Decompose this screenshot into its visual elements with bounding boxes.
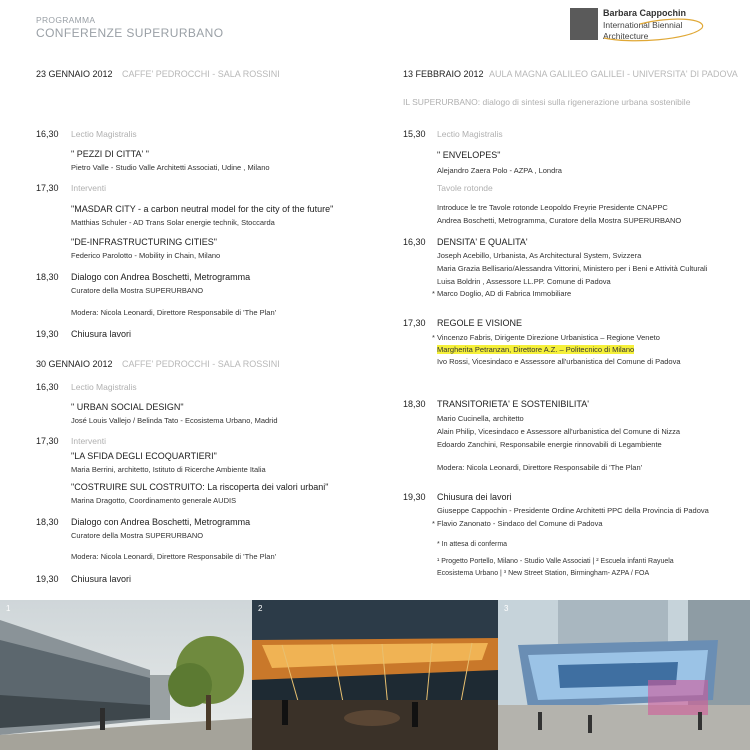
programma-label: PROGRAMMA [36, 15, 96, 25]
day3-panel-title-3: TRANSITORIETA' E SOSTENIBILITA' [437, 399, 589, 409]
day3-category-1: Lectio Magistralis [437, 129, 503, 139]
day1-time-2: 17,30 [36, 183, 59, 193]
day3-time-5: 19,30 [403, 492, 426, 502]
day2-dialogue-title: Dialogo con Andrea Boschetti, Metrogramma [71, 517, 251, 527]
day2-talk-speaker-1: José Louis Vallejo / Belinda Tato - Ecosistema Urbano, Madrid [71, 416, 278, 425]
logo-swirl-icon [600, 10, 710, 46]
day3-panel1-speaker-3: Luisa Boldrin , Assessore LL.PP. Comune di Padova [437, 277, 611, 286]
day3-time-3: 17,30 [403, 318, 426, 328]
station-photo-image [498, 600, 750, 750]
day2-talk-speaker-2: Maria Berrini, architetto, Istituto di Ricerche Ambiente Italia [71, 465, 266, 474]
day3-panel1-speaker-1: Joseph Acebillo, Urbanista, As Architectural System, Svizzera [437, 251, 642, 260]
photo-2 [252, 600, 498, 750]
day1-time-4: 19,30 [36, 329, 59, 339]
page-title: CONFERENZE SUPERURBANO [36, 26, 224, 40]
day1-talk-speaker-1: Pietro Valle - Studio Valle Architetti Associati, Udine , Milano [71, 163, 270, 172]
day3-panel2-speaker-2: Margherita Petranzan, Direttore A.Z. – Politecnico di Milano [437, 345, 635, 354]
day2-talk-speaker-3: Marina Dragotto, Coordinamento generale AUDIS [71, 496, 237, 505]
photo-number-1: 1 [6, 604, 11, 613]
photo-number-2: 2 [258, 604, 263, 613]
day3-talk-speaker-1: Alejandro Zaera Polo - AZPA , Londra [437, 166, 562, 175]
day1-talk-title-2: "MASDAR CITY - a carbon neutral model for the city of the future" [71, 204, 334, 214]
logo-line-1: Barbara Cappochin [603, 8, 687, 18]
day3-panel-title-1: DENSITA' E QUALITA' [437, 237, 528, 247]
day2-closing: Chiusura lavori [71, 574, 132, 584]
building-photo-image [0, 600, 252, 750]
day3-roundtable-intro: Introduce le tre Tavole rotonde Leopoldo Freyrie Presidente CNAPPC [437, 203, 668, 212]
photo-credits-line-2: Ecosistema Urbano | ³ New Street Station, Birmingham- AZPA / FOA [437, 570, 650, 577]
day1-category-1: Lectio Magistralis [71, 129, 137, 139]
day3-time-4: 18,30 [403, 399, 426, 409]
day3-talk-title-1: " ENVELOPES" [437, 150, 501, 160]
day2-time-2: 17,30 [36, 436, 59, 446]
day2-time-4: 19,30 [36, 574, 59, 584]
day2-time-3: 18,30 [36, 517, 59, 527]
logo-mark [570, 8, 598, 40]
day2-talk-title-2: "LA SFIDA DEGLI ECOQUARTIERI" [71, 451, 217, 461]
day3-closing-speaker-1: Giuseppe Cappochin - Presidente Ordine Architetti PPC della Provincia di Padova [437, 506, 709, 515]
day2-date: 30 GENNAIO 2012 [36, 359, 113, 369]
day3-panel3-speaker-1: Mario Cucinella, architetto [437, 414, 524, 423]
day3-date: 13 FEBBRAIO 2012 [403, 69, 484, 79]
day2-category-1: Lectio Magistralis [71, 382, 137, 392]
day2-venue: CAFFE' PEDROCCHI - SALA ROSSINI [122, 359, 280, 369]
day1-dialogue-title: Dialogo con Andrea Boschetti, Metrogramma [71, 272, 251, 282]
day2-time-1: 16,30 [36, 382, 59, 392]
day3-panel1-speaker-4: * Marco Doglio, AD di Fabrica Immobiliare [432, 289, 572, 298]
day3-time-2: 16,30 [403, 237, 426, 247]
day3-panel1-speaker-2: Maria Grazia Bellisario/Alessandra Vittorini, Ministero per i Beni e Attività Culturali [437, 264, 708, 273]
day3-panel3-speaker-3: Edoardo Zanchini, Responsabile energie rinnovabili di Legambiente [437, 440, 662, 449]
day1-dialogue-detail: Curatore della Mostra SUPERURBANO [71, 286, 204, 295]
day3-panel2-speaker-1: * Vincenzo Fabris, Dirigente Direzione Urbanistica – Regione Veneto [432, 333, 660, 342]
day3-venue: AULA MAGNA GALILEO GALILEI - UNIVERSITA' DI PADOVA [489, 69, 738, 79]
photo-strip [0, 600, 750, 750]
day3-moderator: Modera: Nicola Leonardi, Direttore Responsabile di 'The Plan' [437, 463, 643, 472]
day1-moderator: Modera: Nicola Leonardi, Direttore Responsabile di 'The Plan' [71, 308, 277, 317]
day1-talk-speaker-2: Matthias Schuler - AD Trans Solar energie technik, Stoccarda [71, 218, 275, 227]
canopy-photo-image [252, 600, 498, 750]
photo-number-3: 3 [504, 604, 509, 613]
day2-category-2: Interventi [71, 436, 106, 446]
day3-time-1: 15,30 [403, 129, 426, 139]
day3-category-2: Tavole rotonde [437, 183, 493, 193]
day1-closing: Chiusura lavori [71, 329, 132, 339]
day3-closing-speaker-2: * Flavio Zanonato - Sindaco del Comune di Padova [432, 519, 603, 528]
day1-venue: CAFFE' PEDROCCHI - SALA ROSSINI [122, 69, 280, 79]
day2-dialogue-detail: Curatore della Mostra SUPERURBANO [71, 531, 204, 540]
day1-talk-title-3: "DE-INFRASTRUCTURING CITIES" [71, 237, 217, 247]
day1-category-2: Interventi [71, 183, 106, 193]
day1-talk-speaker-3: Federico Parolotto - Mobility in Chain, Milano [71, 251, 221, 260]
day3-subtitle: IL SUPERURBANO: dialogo di sintesi sulla rigenerazione urbana sostenibile [403, 97, 691, 107]
day3-panel3-speaker-2: Alain Philip, Vicesindaco e Assessore all'urbanistica del Comune di Nizza [437, 427, 681, 436]
day1-date: 23 GENNAIO 2012 [36, 69, 113, 79]
photo-credits-line-1: ¹ Progetto Portello, Milano - Studio Valle Associati | ² Escuela infanti Rayuela [437, 558, 674, 565]
day2-talk-title-3: "COSTRUIRE SUL COSTRUITO: La riscoperta dei valori urbani" [71, 482, 329, 492]
photo-1 [0, 600, 252, 750]
day1-time-1: 16,30 [36, 129, 59, 139]
day1-time-3: 18,30 [36, 272, 59, 282]
confirmation-note: * In attesa di conferma [437, 541, 508, 548]
day2-moderator: Modera: Nicola Leonardi, Direttore Responsabile di 'The Plan' [71, 552, 277, 561]
day3-panel2-speaker-3: Ivo Rossi, Vicesindaco e Assessore all'urbanistica del Comune di Padova [437, 357, 681, 366]
logo-line-2: International Biennial [603, 20, 683, 30]
day3-closing: Chiusura dei lavori [437, 492, 512, 502]
day1-talk-title-1: " PEZZI DI CITTA' " [71, 149, 149, 159]
day2-talk-title-1: " URBAN SOCIAL DESIGN" [71, 402, 184, 412]
photo-3 [498, 600, 750, 750]
day3-roundtable-curator: Andrea Boschetti, Metrogramma, Curatore della Mostra SUPERURBANO [437, 216, 682, 225]
logo-line-3: Architecture [603, 31, 649, 41]
day3-panel-title-2: REGOLE E VISIONE [437, 318, 523, 328]
